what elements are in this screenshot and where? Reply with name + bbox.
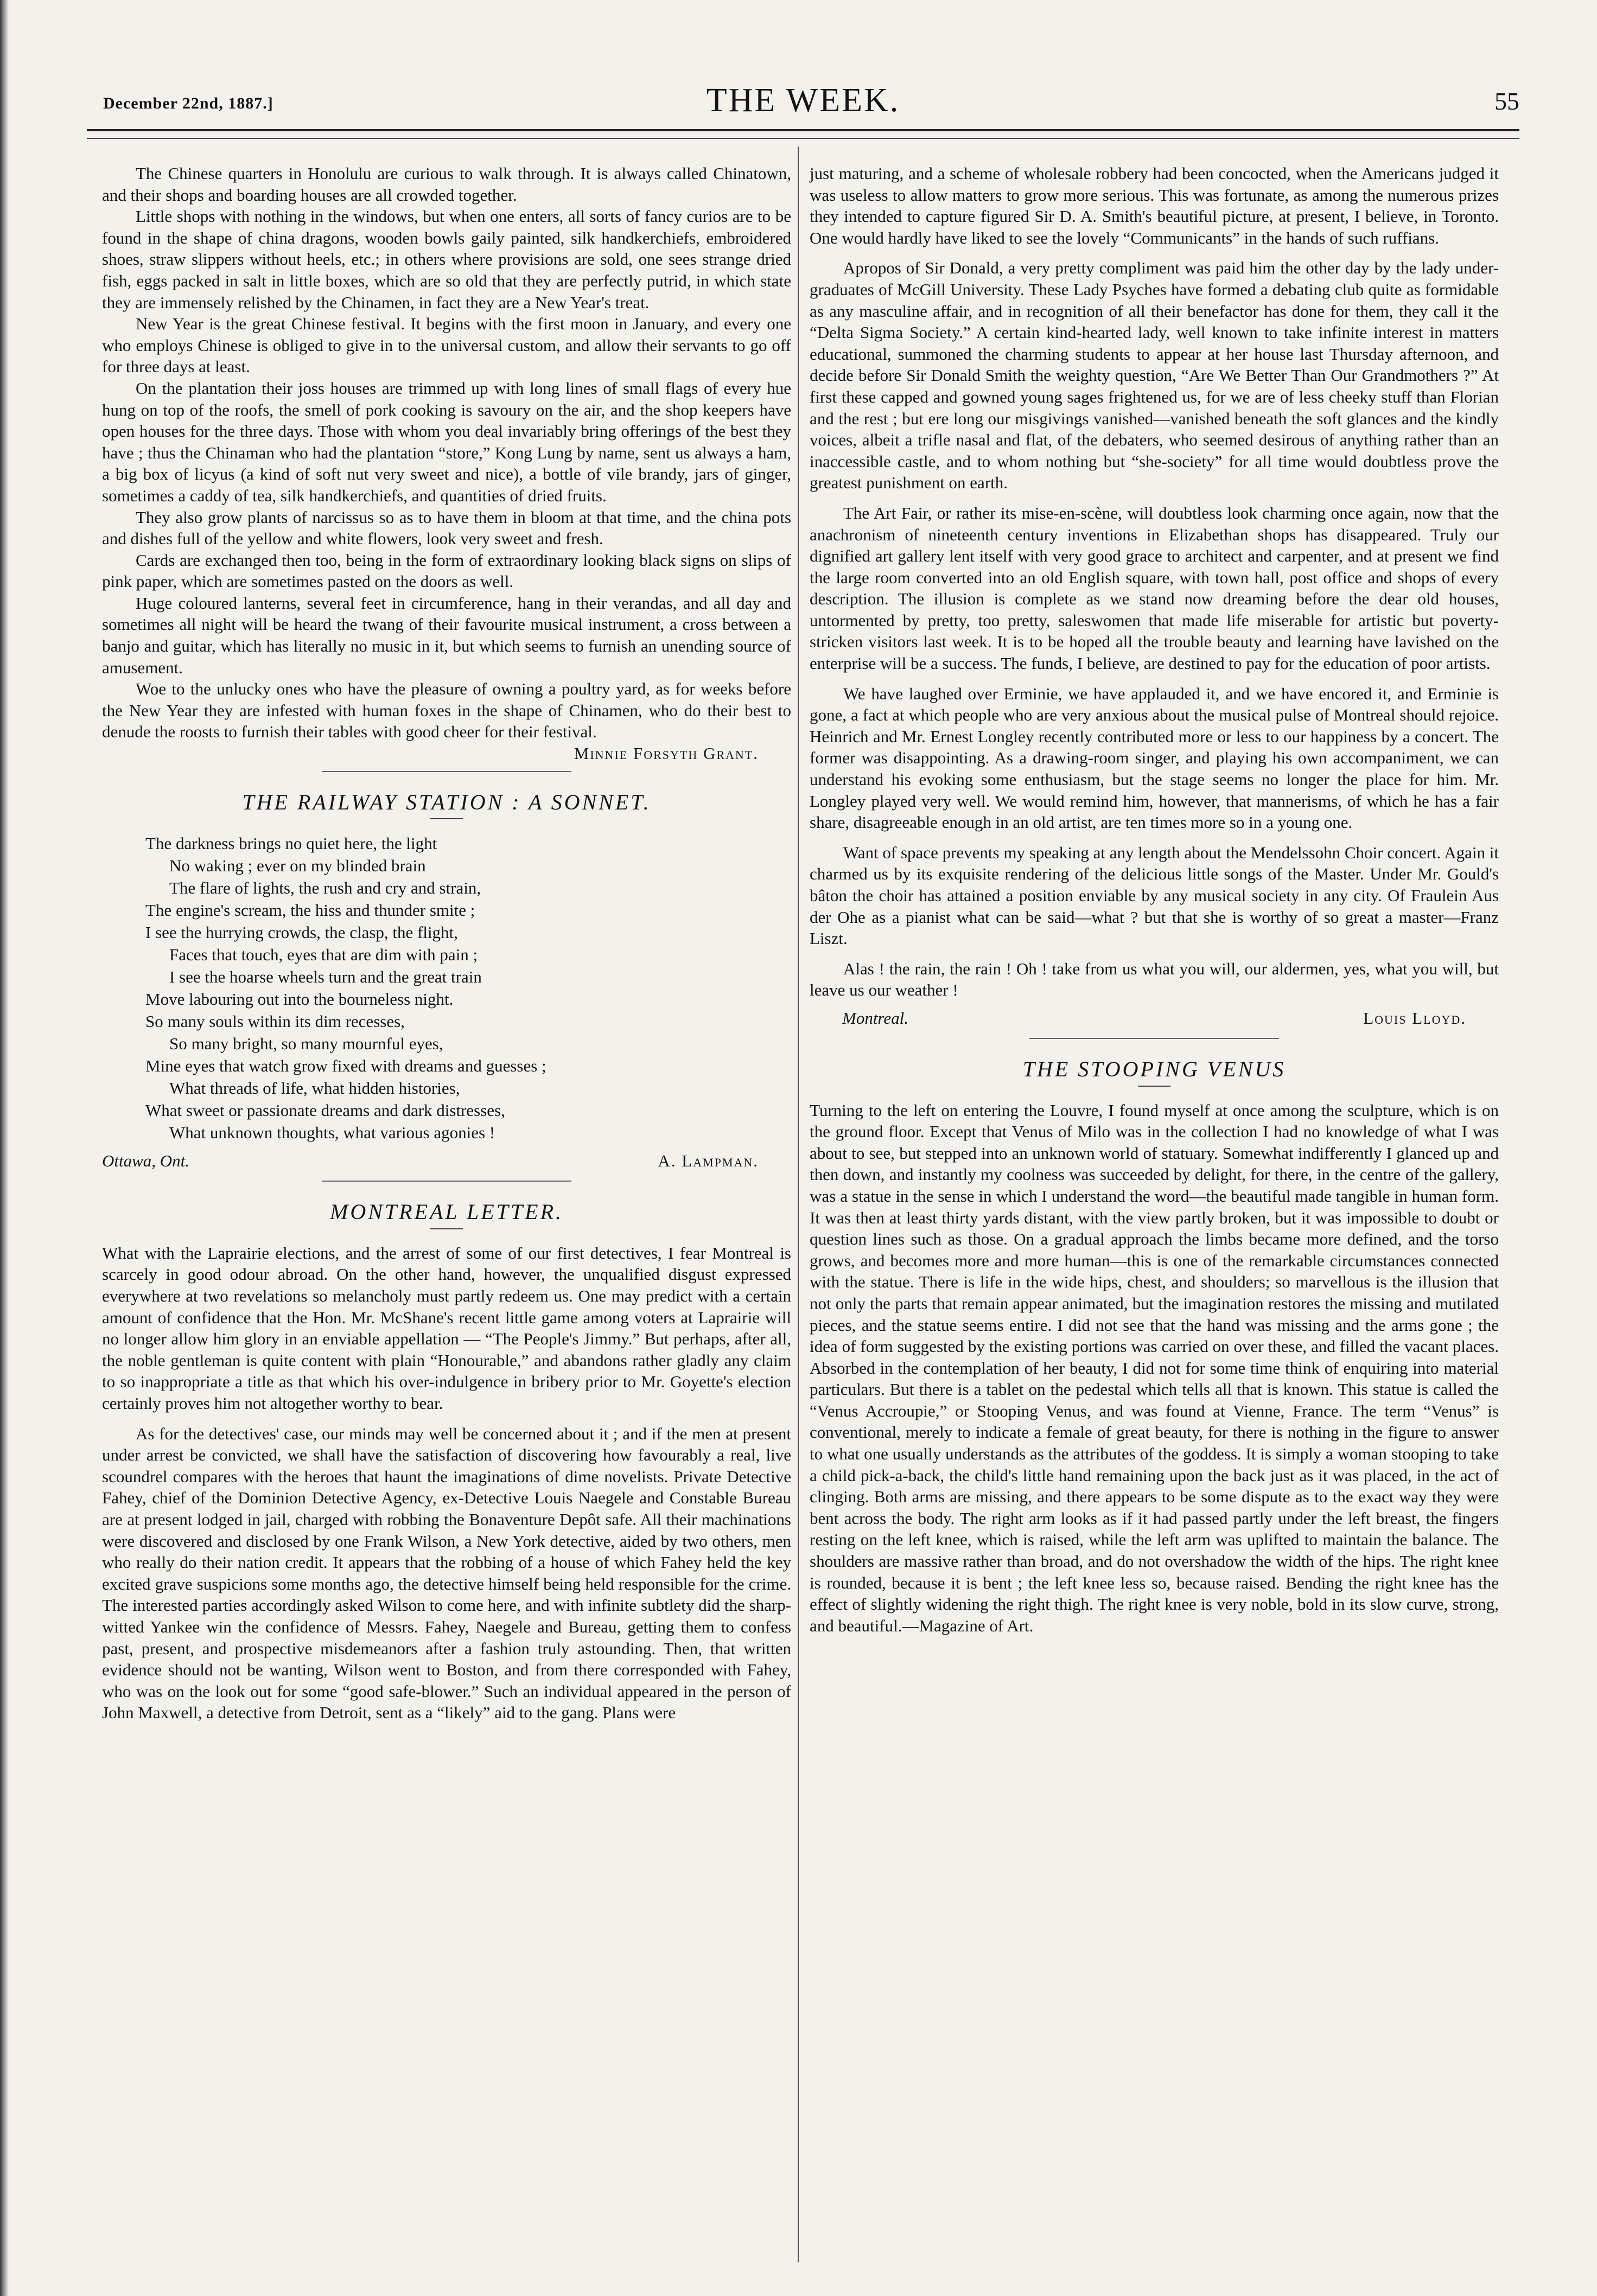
honolulu-article: [102, 163, 791, 764]
poem-line: The darkness brings no quiet here, the light: [145, 834, 437, 853]
poem-line: Move labouring out into the bourneless night.: [145, 990, 454, 1009]
poem-line: What sweet or passionate dreams and dark distresses,: [145, 1101, 505, 1120]
poem-line: No waking ; ever on my blinded brain: [169, 856, 426, 876]
poem-line: So many souls within its dim recesses,: [145, 1012, 405, 1031]
paragraph: Want of space prevents my speaking at any length about the Mendelssohn Choir concert. Again it charmed us by its exquisite rendering of the delicious little songs of the Master. Under Mr. Gould's bâton the choir has attained a position enviable by any musical society in any city. Of Fraulein Aus der Ohe as a pianist what can be said—what ? but that she is worthy of so great a master—Franz Liszt.: [810, 843, 1499, 948]
paragraph: The Chinese quarters in Honolulu are curious to walk through. It is always called Chinatown, and their shops and boarding houses are all crowded together.: [102, 164, 791, 205]
left-column: [102, 163, 791, 1724]
article-author: Minnie Forsyth Grant.: [574, 744, 759, 763]
paragraph: just maturing, and a scheme of wholesale robbery had been concocted, when the Americans judged it was useless to allow matters to grow more serious. This was fortunate, as among the numerous prizes they intended to capture figured Sir D. A. Smith's beautiful picture, at present, I believe, in Toronto. One would hardly have liked to see the lovely “Communicants” in the hands of such ruffians.: [810, 164, 1499, 247]
poem-body: [145, 832, 791, 1144]
page-header: [87, 81, 1519, 119]
montreal-letter: [102, 1201, 791, 1724]
paragraph: Cards are exchanged then too, being in the form of extraordinary looking black signs on slips of pink paper, which are sometimes pasted on the doors as well.: [102, 550, 791, 591]
montreal-letter-continued: [810, 163, 1499, 1031]
poem-line: What unknown thoughts, what various agonies !: [169, 1123, 495, 1143]
page-number: 55: [1494, 87, 1519, 115]
paragraph: On the plantation their joss houses are trimmed up with long lines of small flags of every hue hung on top of the roofs, the smell of pork cooking is savoury on the air, and the shop keepers have open houses for the three days. Those with whom you deal invariably bring offerings of the best they have ; thus the Chinaman who had the plantation “store,” Kong Lung by name, sent us always a ham, a big box of licyus (a kind of soft nut very sweet and nice), a bottle of vile brandy, jars of ginger, sometimes a caddy of tea, silk handkerchiefs, and quantities of dried fruits.: [102, 378, 791, 505]
poem-line: What threads of life, what hidden histories,: [169, 1079, 460, 1098]
section-separator: [322, 1181, 571, 1182]
poem-line: The flare of lights, the rush and cry and strain,: [169, 878, 481, 898]
title-rule: [430, 818, 463, 819]
header-rule: [87, 129, 1519, 139]
paragraph: Alas ! the rain, the rain ! Oh ! take from us what you will, our aldermen, yes, what you will, but leave us our weather !: [810, 959, 1499, 1000]
stooping-venus-article: [810, 1058, 1499, 1636]
paragraph: Woe to the unlucky ones who have the pleasure of owning a poultry yard, as for weeks before the New Year they are infested with human foxes in the shape of Chinamen, who do their best to denude the roosts to furnish their tables with good cheer for their festival.: [102, 679, 791, 742]
sonnet-place: Ottawa, Ont.: [102, 1151, 190, 1171]
paragraph: What with the Laprairie elections, and the arrest of some of our first detectives, I fear Montreal is scarcely in good odour abroad. On the other hand, however, the unqualified disgust expressed everywhere at two revelations so melancholy must partly redeem us. One may predict with a certain amount of confidence that the Hon. Mr. McShane's recent little game among voters at Laprairie will no longer allow him glory in an enviable appellation — “The People's Jimmy.” But perhaps, after all, the noble gentleman is quite content with plain “Honourable,” and abandons rather gladly any claim to so inappropriate a title as that which his over-indulgence in bribery prior to Mr. Goyette's election certainly proves him not altogether worthy to bear.: [102, 1243, 791, 1413]
paragraph: They also grow plants of narcissus so as to have them in bloom at that time, and the china pots and dishes full of the yellow and white flowers, look very sweet and fresh.: [102, 507, 791, 549]
montreal-author: Louis Lloyd.: [1363, 1008, 1466, 1028]
publication-title: THE WEEK.: [706, 82, 900, 119]
montreal-byline: [810, 1007, 1499, 1031]
title-rule: [430, 1228, 463, 1229]
section-separator: [322, 771, 571, 772]
paragraph: Huge coloured lanterns, several feet in circumference, hang in their verandas, and all day and sometimes all night will be heard the twang of their favourite musical instrument, a cross between a banjo and guitar, which has literally no music in it, but which seems to furnish an unending source of amusement.: [102, 593, 791, 677]
paragraph: Apropos of Sir Donald, a very pretty compliment was paid him the other day by the lady under-graduates of McGill University. These Lady Psyches have formed a debating club quite as formidable as any masculine affair, and in recognition of all their benefactor has done for them, they call it the “Delta Sigma Society.” A certain kind-hearted lady, well known to take infinite interest in matters educational, summoned the charming students to appear at her house last Thursday afternoon, and decide before Sir Donald Smith the weighty question, “Are We Better Than Our Grandmothers ?” At first these capped and gowned young sages frightened us, for we are of less cheeky stuff than Florian and the rest ; but ere long our misgivings vanished—vanished beneath the soft glances and the kindly voices, albeit a trifle nasal and flat, of the debaters, who seemed desirous of anything rather than an inaccessible castle, and to whom nothing but “she-society” for all time would doubtless prove the greatest punishment on earth.: [810, 258, 1499, 493]
poem-line: So many bright, so many mournful eyes,: [169, 1034, 443, 1054]
sonnet-title: THE RAILWAY STATION : A SONNET.: [242, 789, 651, 814]
poem-line: Mine eyes that watch grow fixed with dreams and guesses ;: [145, 1056, 546, 1076]
title-rule: [1138, 1086, 1170, 1087]
scan-edge-shadow: [0, 0, 9, 2296]
poem-line: Faces that touch, eyes that are dim with pain ;: [169, 945, 478, 965]
poem-line: The engine's scream, the hiss and thunder smite ;: [145, 901, 475, 920]
paragraph: Turning to the left on entering the Louvre, I found myself at once among the sculpture, which is on the ground floor. Except that Venus of Milo was in the collection I had no knowledge of what I was about to see, but stepped into an unknown world of statuary. Somewhat indifferently I glanced up and then down, and instantly my coolness was succeeded by delight, for there, in the centre of the gallery, was a statue in the sense in which I understand the word—the beautiful made tangible in human form. It was then at least thirty yards distant, with the view partly broken, but it was impossible to doubt or question lines such as those. On a gradual approach the limbs became more defined, and the torso grows, and becomes more and more human—this is one of the remarkable circumstances connected with the statue. There is life in the wide hips, chest, and shoulders; so marvellous is the illusion that not only the parts that remain appear animated, but the imagination restores the missing and mutilated pieces, and the statue seems entire. I did not see that the hand was missing and the arms gone ; the idea of form suggested by the existing portions was carried on over these, and filled the vacant places. Absorbed in the contemplation of her beauty, I did not for some time think of enquiring into material particulars. But there is a tablet on the pedestal which tells all that is known. This statue is called the “Venus Accroupie,” or Stooping Venus, and was found at Vienne, France. The term “Venus” is conventional, merely to indicate a female of great beauty, for there is nothing in the figure to answer to what one usually understands as the attributes of the goddess. It is simply a woman stooping to take a child pick-a-back, the child's little hand remaining upon the back just as it was placed, in the act of clinging. Both arms are missing, and there appears to be some dispute as to the exact way they were bent across the body. The right arm looks as if it had passed partly under the left breast, the fingers resting on the left knee, which is raised, while the left arm was uplifted to maintain the balance. The shoulders are massive rather than broad, and do not overshadow the width of the hips. The right knee is rounded, because it is bent ; the left knee less so, because raised. Bending the right knee has the effect of slightly widening the right thigh. The right knee is very noble, bold in its slow curve, strong, and beautiful.—Magazine of Art.: [810, 1100, 1499, 1635]
paragraph: We have laughed over Erminie, we have applauded it, and we have encored it, and Erminie is gone, a fact at which people who are very anxious about the musical pulse of Montreal should rejoice. Heinrich and Mr. Ernest Longley recently contributed more or less to our happiness by a concert. The former was disappointing. As a drawing-room singer, and playing his own accompaniment, we can understand his evoking some enthusiasm, but the stage seems no longer the place for him. Mr. Longley played very well. We would remind him, however, that mannerisms, of which he has a fair share, disagreeable enough in an old artist, are ten times more so in a young one.: [810, 684, 1499, 832]
montreal-place: Montreal.: [842, 1008, 908, 1028]
paragraph: New Year is the great Chinese festival. It begins with the first moon in January, and every one who employs Chinese is obliged to give in to the universal custom, and allow their servants to go off for three days at least.: [102, 314, 791, 377]
sonnet: [102, 789, 791, 1175]
sonnet-byline: [102, 1150, 791, 1174]
sonnet-author: A. Lampman.: [658, 1151, 759, 1171]
poem-line: I see the hoarse wheels turn and the great train: [169, 967, 482, 987]
issue-date: December 22nd, 1887.]: [103, 94, 273, 112]
column-divider: [798, 146, 799, 2262]
montreal-title: MONTREAL LETTER.: [330, 1200, 563, 1224]
paragraph: As for the detectives' case, our minds may well be concerned about it ; and if the men at present under arrest be convicted, we shall have the satisfaction of discovering how favourably a real, live scoundrel compares with the heroes that haunt the imaginations of dime novelists. Private Detective Fahey, chief of the Dominion Detective Agency, ex-Detective Louis Naegele and Constable Bureau are at present lodged in jail, charged with robbing the Bonaventure Depôt safe. All their machinations were discovered and disclosed by one Frank Wilson, a New York detective, aided by two others, men who really do their nation credit. It appears that the robbing of a house of which Fahey held the key excited grave suspicions some months ago, the detective himself being held responsible for the crime. The interested parties accordingly asked Wilson to come here, and with infinite subtlety did the sharp-witted Yankee win the confidence of Messrs. Fahey, Naegele and Bureau, getting them to confess past, present, and prospective misdemeanors after a fashion truly astounding. Then, that written evidence should not be wanting, Wilson went to Boston, and from there corresponded with Fahey, who was on the look out for some “good safe-blower.” Such an individual appeared in the person of John Maxwell, a detective from Detroit, sent as a “likely” aid to the gang. Plans were: [102, 1424, 791, 1723]
paragraph: The Art Fair, or rather its mise-en-scène, will doubtless look charming once again, now that the anachronism of nineteenth century inventions in Elizabethan shops has disappeared. Truly our dignified art gallery lent itself with very good grace to architect and carpenter, and at present we find the large room converted into an old English square, with town hall, post office and shops of every description. The illusion is complete as we stand now dreaming before the dear old houses, untormented by pretty, too pretty, saleswomen that made life miserable for artistic but poverty-stricken visitors last week. It is to be hoped all the trouble beauty and learning have lavished on the enterprise will be a success. The funds, I believe, are destined to pay for the education of poor artists.: [810, 503, 1499, 673]
venus-title: THE STOOPING VENUS: [1022, 1056, 1286, 1081]
section-separator: [1029, 1038, 1279, 1039]
paragraph: Little shops with nothing in the windows, but when one enters, all sorts of fancy curios are to be found in the shape of china dragons, wooden bowls gaily painted, silk handkerchiefs, embroidered shoes, straw slippers without heels, etc.; in others where provisions are sold, one sees strange dried fish, eggs packed in salt in little boxes, which are so old that they are perfectly putrid, in which state they are immensely relished by the Chinamen, in fact they are a New Year's treat.: [102, 207, 791, 312]
right-column: [810, 163, 1499, 1636]
poem-line: I see the hurrying crowds, the clasp, the flight,: [145, 923, 458, 942]
